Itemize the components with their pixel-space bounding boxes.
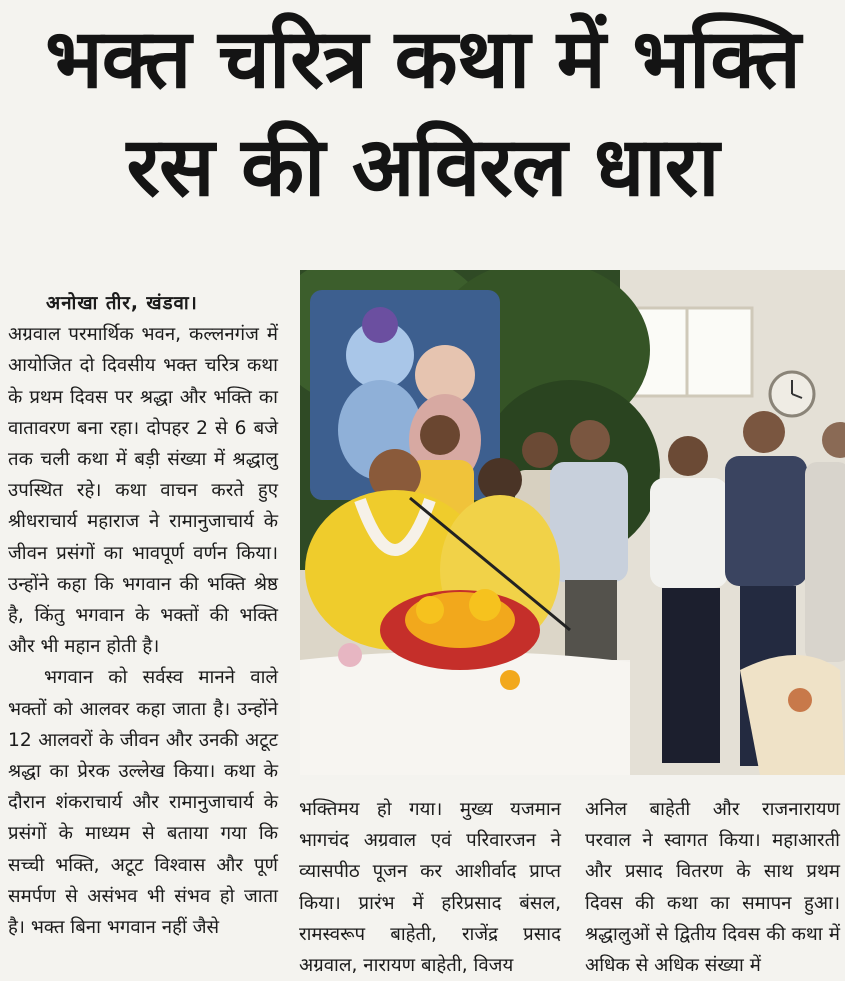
article-column-3 [585, 794, 840, 981]
headline-line-1: भक्त चरित्र कथा में भक्ति [45, 12, 800, 107]
article-column-2-text: भक्तिमय हो गया। मुख्य यजमान भागचंद अग्रवाल एवं परिवारजन ने व्यासपीठ पूजन कर आशीर्वाद प्राप्त किया। प्रारंभ में हरिप्रसाद बंसल, रामस्वरूप बाहेती, राजेंद्र प्रसाद अग्रवाल, नारायण बाहेती, विजय [299, 799, 561, 977]
article-column-3-text: अनिल बाहेती और राजनारायण परवाल ने स्वागत किया। महाआरती और प्रसाद वितरण के साथ प्रथम दिवस की कथा का समापन हुआ। श्रद्धालुओं से द्वितीय दिवस की कथा में अधिक से अधिक संख्या में [585, 799, 840, 977]
headline-line-2: रस की अविरल धारा [126, 120, 719, 215]
article-column-1 [8, 288, 278, 943]
article-paragraph-1: अग्रवाल परमार्थिक भवन, कल्लनगंज में आयोजित दो दिवसीय भक्त चरित्र कथा के प्रथम दिवस पर श्रद्धा और भक्ति का वातावरण बना रहा। दोपहर 2 से 6 बजे तक चली कथा में बड़ी संख्या में श्रद्धालु उपस्थित रहे। कथा वाचन करते हुए श्रीधराचार्य महाराज ने रामानुजाचार्य के जीवन प्रसंगों का भावपूर्ण वर्णन किया। उन्होंने कहा कि भगवान की भक्ति श्रेष्ठ है, किंतु भगवान के भक्तों की भक्ति और भी महान होती है। [8, 324, 278, 658]
headline [0, 6, 845, 222]
event-photo [300, 270, 845, 775]
dateline: अनोखा तीर, खंडवा। [46, 293, 198, 314]
event-photo-icon [300, 270, 845, 775]
article-paragraph-2: भगवान को सर्वस्व मानने वाले भक्तों को आलवर कहा जाता है। उन्होंने 12 आलवरों के जीवन और उनकी अटूट श्रद्धा का प्रेरक उल्लेख किया। कथा के दौरान शंकराचार्य और रामानुजाचार्य के प्रसंगों के माध्यम से बताया गया कि सच्ची भक्ति, अटूट विश्वास और पूर्ण समर्पण से असंभव भी संभव हो जाता है। भक्त बिना भगवान नहीं जैसे [8, 667, 278, 939]
article-column-2 [299, 794, 561, 981]
